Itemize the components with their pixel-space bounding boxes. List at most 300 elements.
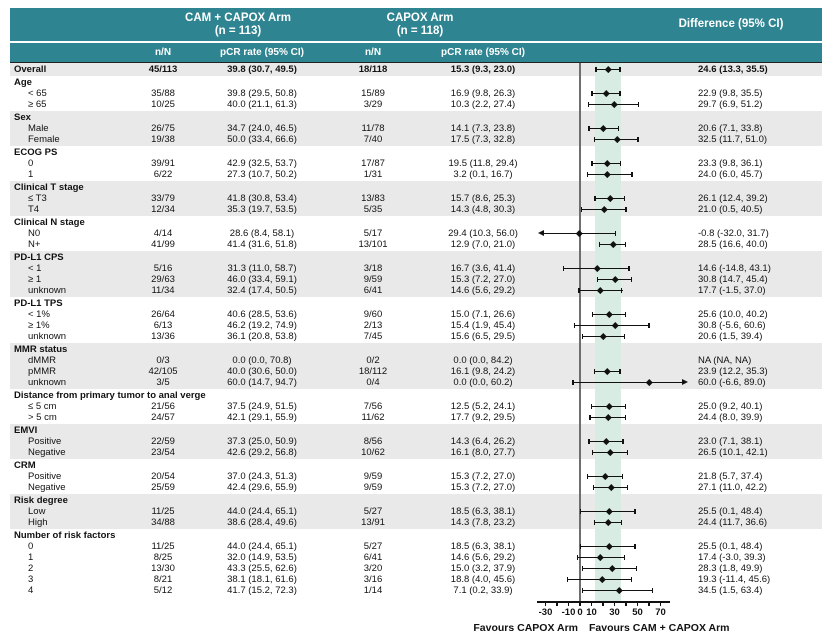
- arm2-nn-value: 5/17: [363, 228, 383, 239]
- arm1-pcr-value: 50.0 (33.4, 66.6): [227, 134, 297, 145]
- arm1-nn-value: 39/91: [151, 158, 175, 169]
- ci-cap-right: [620, 161, 621, 166]
- ci-cap-right: [652, 588, 653, 593]
- subgroup-label: ≤ T3: [28, 193, 47, 204]
- subgroup-row: [10, 517, 822, 528]
- group-header-label: PD-L1 TPS: [14, 298, 63, 309]
- x-axis-tick: [648, 601, 649, 606]
- ci-point-estimate: [606, 311, 612, 317]
- ci-cap-left: [594, 196, 595, 201]
- group-header-row: [10, 298, 822, 309]
- ci-cap-right: [618, 126, 619, 131]
- subgroup-block: [10, 251, 822, 297]
- subgroup-block: [10, 181, 822, 216]
- group-header-label: Risk degree: [14, 495, 68, 506]
- ci-point-estimate: [602, 473, 608, 479]
- subgroup-label: N+: [28, 239, 41, 250]
- arm2-nn-value: 13/91: [361, 517, 385, 528]
- subgroup-block: [10, 297, 822, 343]
- difference-value: 17.4 (-3.0, 39.3): [698, 552, 766, 563]
- subgroup-row: [10, 123, 822, 134]
- group-header-label: EMVI: [14, 425, 38, 436]
- ci-cap-right: [625, 415, 626, 420]
- arm1-nn-value: 0/3: [156, 355, 170, 366]
- ci-cap-left: [577, 555, 578, 560]
- group-header-label: PD-L1 CPS: [14, 252, 64, 263]
- subgroup-row: [10, 366, 822, 377]
- ci-cap-right: [631, 577, 632, 582]
- ci-cap-right: [648, 323, 649, 328]
- difference-value: NA (NA, NA): [698, 355, 752, 366]
- subgroup-label: ≥ 1: [28, 274, 42, 285]
- group-header-row: [10, 217, 822, 228]
- subgroup-label: T4: [28, 204, 40, 215]
- subgroup-block: [10, 424, 822, 459]
- arm1-nn-value: 19/38: [151, 134, 175, 145]
- ci-cap-left: [588, 439, 589, 444]
- x-axis-tick-label: -10: [561, 607, 576, 618]
- subgroup-block: [10, 459, 822, 494]
- difference-value: 24.6 (13.3, 35.5): [698, 64, 768, 75]
- arm2-nn-value: 7/40: [363, 134, 383, 145]
- arm2-nn-value: 3/29: [363, 99, 383, 110]
- arm1-pcr-value: 46.2 (19.2, 74.9): [227, 320, 297, 331]
- group-header-row: [10, 252, 822, 263]
- subgroup-row: [10, 274, 822, 285]
- ci-point-estimate: [612, 322, 618, 328]
- arm2-pcr-value: 16.1 (9.8, 24.2): [450, 366, 516, 377]
- arm1-pcr-value: 36.1 (20.8, 53.8): [227, 331, 297, 342]
- subgroup-row: [10, 585, 822, 596]
- ci-point-estimate: [608, 484, 614, 490]
- arm1-nn-value: 34/88: [151, 517, 175, 528]
- ci-cap-left: [594, 137, 595, 142]
- subgroup-label: 0: [28, 541, 34, 552]
- ci-cap-left: [582, 588, 583, 593]
- ci-point-estimate: [597, 554, 603, 560]
- arm1-header: [140, 8, 336, 41]
- subgroup-label: Positive: [28, 436, 62, 447]
- ci-cap-right: [621, 288, 622, 293]
- arm1-nn-value: 12/34: [151, 204, 175, 215]
- subgroup-label: < 1%: [28, 309, 50, 320]
- arm2-nn-value: 11/62: [361, 412, 385, 423]
- subgroup-label: < 65: [28, 88, 47, 99]
- arm2-pcr-value: 12.9 (7.0, 21.0): [450, 239, 516, 250]
- ci-cap-right: [634, 509, 635, 514]
- ci-point-estimate: [600, 333, 606, 339]
- difference-value: 26.1 (12.4, 39.2): [698, 193, 768, 204]
- subgroup-row: [10, 506, 822, 517]
- ci-cap-left: [582, 334, 583, 339]
- arm2-pcr-value: 18.5 (6.3, 38.1): [450, 506, 516, 517]
- arm2-pcr-value: 15.7 (8.6, 25.3): [450, 193, 516, 204]
- ci-cap-left: [580, 509, 581, 514]
- arm2-pcr-value: 15.3 (7.2, 27.0): [450, 482, 516, 493]
- group-header-row: [10, 530, 822, 541]
- group-header-label: MMR status: [14, 344, 68, 355]
- ci-cap-right: [637, 137, 638, 142]
- arm2-nn-value: 1/31: [363, 169, 383, 180]
- x-axis-tick: [545, 601, 546, 606]
- arm2-pcr-value: 19.5 (11.8, 29.4): [448, 158, 518, 169]
- arm2-pcr-value: 15.3 (9.3, 23.0): [450, 64, 516, 75]
- arm1-pcr-value: 46.0 (33.4, 59.1): [227, 274, 297, 285]
- arm1-pcr-value: 37.0 (24.3, 51.3): [227, 471, 297, 482]
- x-axis-tick: [591, 601, 592, 606]
- arm1-pcr-value: 40.0 (30.6, 50.0): [227, 366, 297, 377]
- ci-cap-right: [627, 485, 628, 490]
- x-axis-tick: [579, 601, 580, 606]
- ci-point-estimate: [603, 90, 609, 96]
- ci-point-estimate: [605, 66, 611, 72]
- arm1-pcr-value: 41.7 (15.2, 72.3): [227, 585, 297, 596]
- arm2-nn-value: 0/2: [366, 355, 380, 366]
- difference-value: 19.3 (-11.4, 45.6): [698, 574, 771, 585]
- ci-cap-left: [588, 126, 589, 131]
- difference-value: 32.5 (11.7, 51.0): [698, 134, 768, 145]
- x-axis-tick-label: 10: [586, 607, 597, 618]
- arm1-pcr-value: 42.1 (29.1, 55.9): [227, 412, 297, 423]
- difference-value: 28.5 (16.6, 40.0): [698, 239, 768, 250]
- arm1-pcr-value: 38.6 (28.4, 49.6): [227, 517, 297, 528]
- table-subheader: [10, 43, 822, 63]
- subgroup-label: ≤ 5 cm: [28, 401, 57, 412]
- difference-value: 22.9 (9.8, 35.5): [698, 88, 763, 99]
- arm2-nn-value: 9/59: [363, 471, 383, 482]
- difference-value: 24.0 (6.0, 45.7): [698, 169, 763, 180]
- ci-cap-right: [636, 566, 637, 571]
- subgroup-block: [10, 494, 822, 529]
- subgroup-block: [10, 389, 822, 424]
- group-header-row: [10, 460, 822, 471]
- subgroup-label: 2: [28, 563, 34, 574]
- ci-point-estimate: [594, 265, 600, 271]
- col-header-arm1-nn: n/N: [154, 47, 172, 58]
- ci-point-estimate: [604, 160, 610, 166]
- x-axis-tick: [625, 601, 626, 606]
- arm2-pcr-value: 3.2 (0.1, 16.7): [453, 169, 513, 180]
- arm1-nn-value: 11/34: [151, 285, 175, 296]
- ci-point-estimate: [599, 576, 605, 582]
- group-header-row: [10, 77, 822, 88]
- x-axis-tick-label: 70: [655, 607, 666, 618]
- ci-point-estimate: [606, 543, 612, 549]
- arm2-pcr-value: 14.3 (7.8, 23.2): [450, 517, 516, 528]
- arm1-pcr-value: 37.5 (24.9, 51.5): [227, 401, 297, 412]
- ci-cap-left: [563, 266, 564, 271]
- subgroup-row: [10, 355, 822, 366]
- subgroup-label: Female: [28, 134, 60, 145]
- arm2-nn-value: 11/78: [361, 123, 385, 134]
- x-axis-tick: [660, 601, 661, 606]
- arm1-nn-value: 4/14: [153, 228, 173, 239]
- group-header-row: [10, 390, 822, 401]
- arm1-pcr-value: 0.0 (0.0, 70.8): [232, 355, 292, 366]
- arm1-nn-value: 29/63: [151, 274, 175, 285]
- subgroup-row: [10, 331, 822, 342]
- arm2-nn-value: 10/62: [361, 447, 385, 458]
- x-axis-tick: [602, 601, 603, 606]
- arm2-nn-value: 3/16: [363, 574, 383, 585]
- arm1-pcr-value: 40.0 (21.1, 61.3): [227, 99, 297, 110]
- group-header-row: [10, 112, 822, 123]
- subgroup-row: [10, 320, 822, 331]
- ci-cap-left: [591, 404, 592, 409]
- ci-point-estimate: [616, 587, 622, 593]
- arm1-nn-value: 35/88: [151, 88, 175, 99]
- arm1-pcr-value: 41.4 (31.6, 51.8): [227, 239, 297, 250]
- arm1-pcr-value: 43.3 (25.5, 62.6): [227, 563, 297, 574]
- arm2-pcr-value: 7.1 (0.2, 33.9): [453, 585, 513, 596]
- ci-cap-right: [619, 91, 620, 96]
- ci-cap-right: [624, 334, 625, 339]
- arm1-nn-value: 26/64: [151, 309, 175, 320]
- ci-point-estimate: [600, 125, 606, 131]
- ci-point-estimate: [601, 206, 607, 212]
- arm1-pcr-value: 31.3 (11.0, 58.7): [227, 263, 297, 274]
- subgroup-label: 0: [28, 158, 34, 169]
- arm2-pcr-value: 15.6 (6.5, 29.5): [450, 331, 516, 342]
- subgroup-row: [10, 563, 822, 574]
- arm1-n: (n = 113): [214, 24, 262, 37]
- subgroup-label: Male: [28, 123, 49, 134]
- arm1-nn-value: 5/16: [153, 263, 173, 274]
- arm1-pcr-value: 38.1 (18.1, 61.6): [227, 574, 297, 585]
- arm2-pcr-value: 0.0 (0.0, 60.2): [453, 377, 513, 388]
- arm2-nn-value: 9/60: [363, 309, 383, 320]
- x-axis-tick: [614, 601, 615, 606]
- arm2-nn-value: 3/20: [363, 563, 383, 574]
- arm1-pcr-value: 41.8 (30.8, 53.4): [227, 193, 297, 204]
- subgroup-block: [10, 111, 822, 146]
- group-header-label: Clinical T stage: [14, 182, 84, 193]
- difference-value: 17.7 (-1.5, 37.0): [698, 285, 766, 296]
- arm1-nn-value: 8/21: [153, 574, 173, 585]
- subgroup-label: 4: [28, 585, 34, 596]
- arm1-nn-value: 21/56: [151, 401, 175, 412]
- ci-point-estimate: [612, 276, 618, 282]
- arm2-pcr-value: 15.3 (7.2, 27.0): [450, 471, 516, 482]
- ci-cap-left: [587, 172, 588, 177]
- ci-cap-left: [582, 566, 583, 571]
- ci-cap-left: [591, 161, 592, 166]
- arm2-nn-value: 6/41: [363, 285, 383, 296]
- arm2-nn-value: 2/13: [363, 320, 383, 331]
- arm1-pcr-value: 44.0 (24.4, 65.1): [227, 506, 297, 517]
- arm2-n: (n = 118): [396, 24, 444, 37]
- arm1-nn-value: 33/79: [151, 193, 175, 204]
- difference-value: 24.4 (11.7, 36.6): [698, 517, 768, 528]
- ci-point-estimate: [605, 414, 611, 420]
- difference-value: 34.5 (1.5, 63.4): [698, 585, 763, 596]
- group-header-row: [10, 182, 822, 193]
- group-header-label: Sex: [14, 112, 31, 123]
- subgroup-label: N0: [28, 228, 41, 239]
- arm1-nn-value: 45/113: [148, 64, 178, 75]
- ci-cap-left: [581, 207, 582, 212]
- subgroup-row: [10, 193, 822, 204]
- ci-cap-left: [589, 415, 590, 420]
- x-axis-tick-label: 50: [632, 607, 643, 618]
- arm2-pcr-value: 15.0 (3.2, 37.9): [450, 563, 516, 574]
- subgroup-label: unknown: [28, 377, 67, 388]
- ci-cap-right: [621, 520, 622, 525]
- group-header-row: [10, 344, 822, 355]
- subgroup-row: [10, 88, 822, 99]
- arm2-nn-value: 18/118: [358, 64, 388, 75]
- subgroup-row: [10, 541, 822, 552]
- arm2-pcr-value: 17.5 (7.3, 32.8): [450, 134, 516, 145]
- arm1-nn-value: 11/25: [151, 541, 175, 552]
- arm2-pcr-value: 18.5 (6.3, 38.1): [450, 541, 516, 552]
- subgroup-label: Overall: [14, 64, 47, 75]
- difference-value: 25.5 (0.1, 48.4): [698, 541, 763, 552]
- ci-point-estimate: [606, 403, 612, 409]
- arm1-nn-value: 20/54: [151, 471, 175, 482]
- arm1-nn-value: 42/105: [148, 366, 178, 377]
- arm1-nn-value: 41/99: [151, 239, 175, 250]
- subgroup-label: Negative: [28, 482, 66, 493]
- subgroup-row: [10, 228, 822, 239]
- arm1-nn-value: 5/12: [153, 585, 173, 596]
- ci-cap-right: [622, 474, 623, 479]
- ci-cap-left: [580, 544, 581, 549]
- arm2-pcr-value: 18.8 (4.0, 45.6): [450, 574, 516, 585]
- ci-cap-right: [631, 277, 632, 282]
- difference-value: 21.0 (0.5, 40.5): [698, 204, 763, 215]
- subgroup-row: [10, 471, 822, 482]
- group-header-label: Clinical N stage: [14, 217, 85, 228]
- subgroup-label: Low: [28, 506, 46, 517]
- arm1-pcr-value: 60.0 (14.7, 94.7): [227, 377, 297, 388]
- ci-cap-right: [634, 544, 635, 549]
- subgroup-row: [10, 401, 822, 412]
- arm2-pcr-value: 14.6 (5.6, 29.2): [450, 285, 516, 296]
- arm1-nn-value: 13/36: [151, 331, 175, 342]
- difference-value: 20.6 (1.5, 39.4): [698, 331, 763, 342]
- subgroup-row: [10, 377, 822, 388]
- arm1-title: CAM + CAPOX Arm: [185, 11, 291, 24]
- arm2-pcr-value: 14.3 (6.4, 26.2): [450, 436, 516, 447]
- arm2-pcr-value: 12.5 (5.2, 24.1): [450, 401, 516, 412]
- subgroup-row: [10, 99, 822, 110]
- ci-cap-left: [592, 312, 593, 317]
- group-header-row: [10, 147, 822, 158]
- ci-point-estimate: [607, 195, 613, 201]
- ci-point-estimate: [605, 519, 611, 525]
- difference-value: 21.8 (5.7, 37.4): [698, 471, 763, 482]
- arm2-nn-value: 1/14: [363, 585, 383, 596]
- group-header-label: Number of risk factors: [14, 530, 116, 541]
- subgroup-row: [10, 64, 822, 75]
- subgroup-label: pMMR: [28, 366, 56, 377]
- difference-value: 20.6 (7.1, 33.8): [698, 123, 763, 134]
- subgroup-row: [10, 436, 822, 447]
- ci-cap-left: [567, 577, 568, 582]
- subgroup-row: [10, 552, 822, 563]
- arm2-pcr-value: 15.0 (7.1, 26.6): [450, 309, 516, 320]
- subgroup-label: > 5 cm: [28, 412, 57, 423]
- subgroup-row: [10, 263, 822, 274]
- ci-cap-left: [594, 520, 595, 525]
- x-axis-tick: [568, 601, 569, 606]
- ci-cap-left: [587, 474, 588, 479]
- subgroup-block: [10, 529, 822, 597]
- arm1-nn-value: 13/30: [151, 563, 175, 574]
- group-header-label: Age: [14, 77, 32, 88]
- arm2-pcr-value: 0.0 (0.0, 84.2): [453, 355, 513, 366]
- ci-cap-right: [619, 369, 620, 374]
- favours-left-label: Favours CAPOX Arm: [473, 622, 578, 634]
- arm2-pcr-value: 29.4 (10.3, 56.0): [448, 228, 518, 239]
- col-header-arm2-pcr: pCR rate (95% CI): [441, 47, 525, 58]
- arm1-pcr-value: 40.6 (28.5, 53.6): [227, 309, 297, 320]
- arm2-nn-value: 5/27: [363, 541, 383, 552]
- arm2-nn-value: 13/101: [358, 239, 388, 250]
- subgroup-row: [10, 412, 822, 423]
- x-axis-tick: [637, 601, 638, 606]
- ci-cap-right: [631, 172, 632, 177]
- favours-right-label: Favours CAM + CAPOX Arm: [589, 622, 730, 634]
- subgroup-row: [10, 285, 822, 296]
- ci-arrow-right: [682, 379, 688, 385]
- subgroup-label: < 1: [28, 263, 42, 274]
- subgroup-label: 3: [28, 574, 34, 585]
- ci-line: [572, 382, 682, 383]
- arm1-nn-value: 8/25: [153, 552, 173, 563]
- arm2-pcr-value: 14.3 (4.8, 30.3): [450, 204, 516, 215]
- subgroup-block: [10, 216, 822, 251]
- arm2-pcr-value: 10.3 (2.2, 27.4): [450, 99, 516, 110]
- difference-value: 30.8 (-5.6, 60.6): [698, 320, 766, 331]
- difference-value: 25.6 (10.0, 40.2): [698, 309, 768, 320]
- subgroup-row: [10, 169, 822, 180]
- subgroup-row: [10, 482, 822, 493]
- subgroup-block: [10, 343, 822, 389]
- arm1-pcr-value: 44.0 (24.4, 65.1): [227, 541, 297, 552]
- arm2-nn-value: 6/41: [363, 552, 383, 563]
- arm2-pcr-value: 14.1 (7.3, 23.8): [450, 123, 516, 134]
- arm2-nn-value: 7/56: [363, 401, 383, 412]
- arm1-pcr-value: 37.3 (25.0, 50.9): [227, 436, 297, 447]
- group-header-label: Distance from primary tumor to anal verge: [14, 390, 206, 401]
- ci-arrow-left: [538, 230, 544, 236]
- arm2-nn-value: 5/35: [363, 204, 383, 215]
- arm1-pcr-value: 32.0 (14.9, 53.5): [227, 552, 297, 563]
- subgroup-row: [10, 158, 822, 169]
- ci-cap-left: [592, 450, 593, 455]
- arm2-nn-value: 9/59: [363, 482, 383, 493]
- col-header-arm1-pcr: pCR rate (95% CI): [220, 47, 304, 58]
- arm1-pcr-value: 39.8 (29.5, 50.8): [227, 88, 297, 99]
- subgroup-label: High: [28, 517, 48, 528]
- arm2-title: CAPOX Arm: [386, 11, 454, 24]
- x-axis-tick-label: 30: [609, 607, 620, 618]
- difference-value: 25.0 (9.2, 40.1): [698, 401, 763, 412]
- arm2-nn-value: 8/56: [363, 436, 383, 447]
- arm2-nn-value: 17/87: [361, 158, 385, 169]
- difference-title: Difference (95% CI): [678, 18, 784, 30]
- ci-cap-left: [599, 242, 600, 247]
- group-header-label: ECOG PS: [14, 147, 58, 158]
- ci-cap-right: [627, 450, 628, 455]
- arm1-pcr-value: 35.3 (19.7, 53.5): [227, 204, 297, 215]
- arm2-nn-value: 18/112: [358, 366, 388, 377]
- arm2-pcr-value: 16.1 (8.0, 27.7): [450, 447, 516, 458]
- difference-value: 14.6 (-14.8, 43.1): [698, 263, 771, 274]
- x-axis-tick: [556, 601, 557, 606]
